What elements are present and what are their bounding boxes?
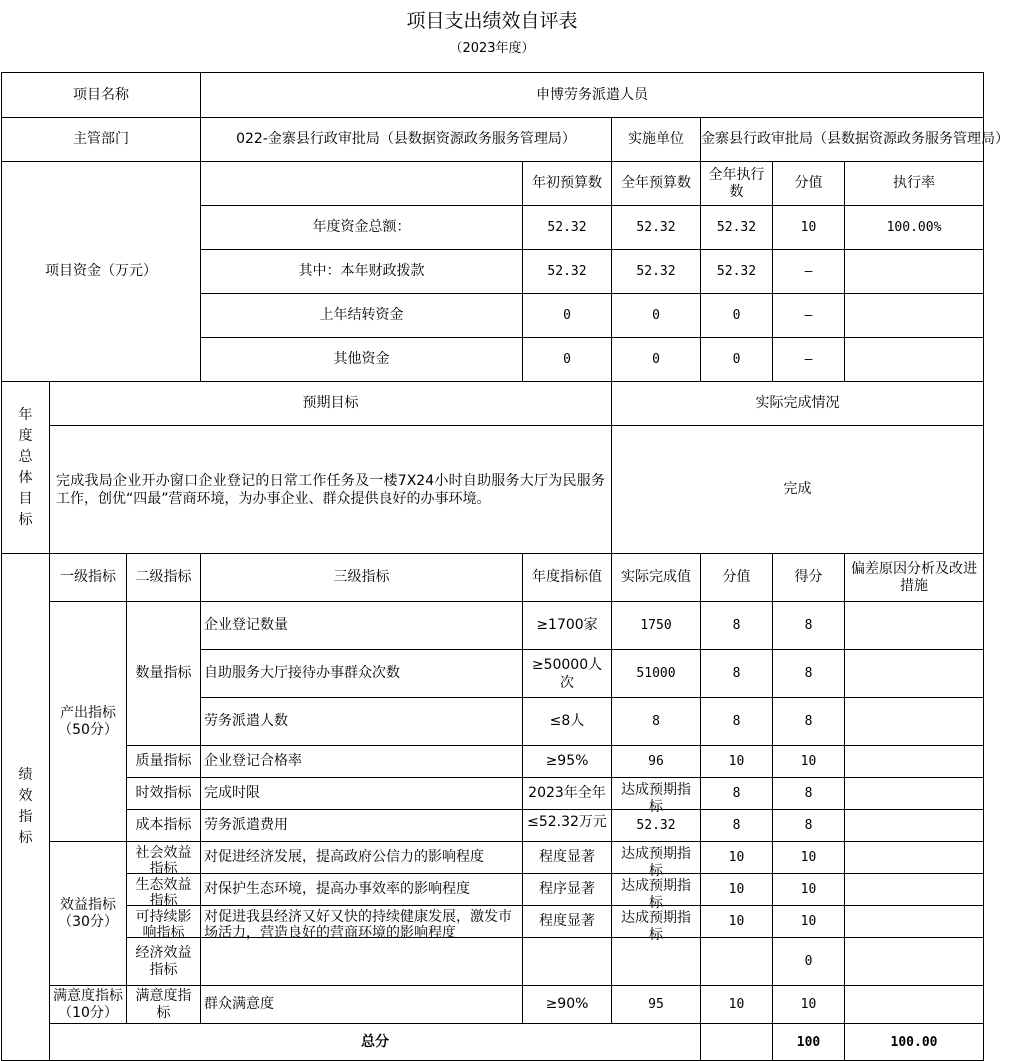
indicator-row — [2, 602, 984, 650]
funds-cell: 100.00% — [845, 206, 984, 250]
indicator-score: 10 — [773, 842, 845, 874]
indicator-row — [2, 810, 984, 842]
perf-header: 实际完成值 — [612, 554, 701, 602]
funds-cell: 0 — [701, 338, 773, 382]
indicator-name: 自助服务大厅接待办事群众次数 — [201, 650, 523, 698]
indicator-score: 10 — [773, 986, 845, 1024]
indicator-score-value: 8 — [701, 810, 773, 842]
perf-header-row — [2, 554, 984, 602]
indicator-score: 8 — [773, 650, 845, 698]
sustain-benefit-label: 可持续影响指标 — [127, 906, 201, 938]
project-name-value: 申博劳务派遣人员 — [201, 73, 984, 118]
expected-goal-label: 预期目标 — [50, 382, 612, 426]
indicator-actual: 95 — [612, 986, 701, 1024]
satisfaction-indicator-label: 满意度指标（10分） — [50, 986, 127, 1024]
indicator-score-value — [701, 938, 773, 986]
project-name-label: 项目名称 — [2, 73, 201, 118]
indicator-target: 2023年全年 — [523, 778, 612, 810]
indicator-name: 群众满意度 — [201, 986, 523, 1024]
funds-header-c2: 全年预算数 — [612, 162, 701, 206]
expected-goal-text: 完成我局企业开办窗口企业登记的日常工作任务及一楼7X24小时自助服务大厅为民服务工作，创优“四最”营商环境，为办事企业、群众提供良好的办事环境。 — [50, 426, 612, 554]
funds-label: 项目资金（万元） — [2, 162, 201, 382]
quantity-indicator-label: 数量指标 — [127, 602, 201, 746]
total-blank — [701, 1024, 773, 1061]
dept-label: 主管部门 — [2, 118, 201, 162]
funds-row-label: 其他资金 — [201, 338, 523, 382]
funds-cell: 0 — [612, 294, 701, 338]
funds-cell — [845, 338, 984, 382]
indicator-name: 对促进我县经济又好又快的持续健康发展，激发市场活力，营造良好的营商环境的影响程度 — [201, 906, 523, 938]
perf-header: 分值 — [701, 554, 773, 602]
perf-header: 偏差原因分析及改进措施 — [845, 554, 984, 602]
indicator-target: 程度显著 — [523, 906, 612, 938]
indicator-deviation — [845, 810, 984, 842]
indicator-score-value: 10 — [701, 906, 773, 938]
indicator-score: 8 — [773, 698, 845, 746]
funds-cell: 52.32 — [612, 206, 701, 250]
indicator-row — [2, 842, 984, 874]
indicator-actual: 51000 — [612, 650, 701, 698]
perf-header: 年度指标值 — [523, 554, 612, 602]
benefit-indicator-label: 效益指标（30分） — [50, 842, 127, 986]
indicator-score-value: 10 — [701, 842, 773, 874]
indicator-score: 10 — [773, 746, 845, 778]
funds-header-row — [2, 162, 984, 206]
actual-completion-label: 实际完成情况 — [612, 382, 984, 426]
total-score-value: 100 — [773, 1024, 845, 1061]
actual-completion-text: 完成 — [612, 426, 984, 554]
output-indicator-label: 产出指标（50分） — [50, 602, 127, 842]
funds-cell: 0 — [701, 294, 773, 338]
indicator-deviation — [845, 874, 984, 906]
funds-cell: 10 — [773, 206, 845, 250]
funds-cell: 52.32 — [523, 206, 612, 250]
indicator-row — [2, 986, 984, 1024]
indicator-target: ≥90% — [523, 986, 612, 1024]
indicator-actual: 1750 — [612, 602, 701, 650]
page-subtitle: （2023年度） — [449, 41, 535, 56]
indicator-actual: 达成预期指标 — [612, 874, 701, 906]
indicator-target: 程度显著 — [523, 842, 612, 874]
funds-row-label: 年度资金总额： — [201, 206, 523, 250]
goals-label: 年度总体目标 — [2, 382, 50, 554]
indicator-row — [2, 906, 984, 938]
indicator-target: ≥50000人次 — [523, 650, 612, 698]
indicator-name: 对保护生态环境，提高办事效率的影响程度 — [201, 874, 523, 906]
funds-cell: – — [773, 294, 845, 338]
indicator-deviation — [845, 842, 984, 874]
indicator-score-value: 8 — [701, 698, 773, 746]
indicator-score: 10 — [773, 906, 845, 938]
page-title: 项目支出绩效自评表 — [406, 10, 578, 32]
impl-unit-label: 实施单位 — [612, 118, 701, 162]
indicator-deviation — [845, 778, 984, 810]
indicator-target: ≥1700家 — [523, 602, 612, 650]
indicator-name: 完成时限 — [201, 778, 523, 810]
indicator-actual: 8 — [612, 698, 701, 746]
indicator-target: ≤8人 — [523, 698, 612, 746]
funds-header-c4: 分值 — [773, 162, 845, 206]
indicator-row — [2, 938, 984, 986]
indicator-deviation — [845, 602, 984, 650]
project-name-row — [2, 73, 984, 118]
funds-header-c1: 年初预算数 — [523, 162, 612, 206]
indicator-row — [2, 874, 984, 906]
indicator-score: 8 — [773, 810, 845, 842]
impl-unit-value: 金寨县行政审批局（县数据资源政务服务管理局） — [701, 118, 984, 162]
indicator-score-value: 10 — [701, 986, 773, 1024]
indicator-target — [523, 938, 612, 986]
funds-row-label: 上年结转资金 — [201, 294, 523, 338]
goals-content-row — [2, 426, 984, 554]
indicator-deviation — [845, 698, 984, 746]
indicator-deviation — [845, 906, 984, 938]
indicator-target: 程序显著 — [523, 874, 612, 906]
indicator-name: 对促进经济发展，提高政府公信力的影响程度 — [201, 842, 523, 874]
perf-label: 绩效指标 — [2, 554, 50, 1061]
funds-header-c5: 执行率 — [845, 162, 984, 206]
indicator-deviation — [845, 650, 984, 698]
indicator-score: 0 — [773, 938, 845, 986]
indicator-score: 10 — [773, 874, 845, 906]
funds-row-label: 其中：本年财政拨款 — [201, 250, 523, 294]
indicator-target: ≤52.32万元 — [523, 810, 612, 842]
funds-cell: 0 — [523, 294, 612, 338]
funds-cell: 0 — [612, 338, 701, 382]
indicator-score-value: 8 — [701, 778, 773, 810]
funds-cell — [845, 250, 984, 294]
indicator-name — [201, 938, 523, 986]
indicator-score-value: 8 — [701, 602, 773, 650]
funds-header-c3: 全年执行数 — [701, 162, 773, 206]
indicator-name: 企业登记数量 — [201, 602, 523, 650]
funds-cell: – — [773, 250, 845, 294]
indicator-name: 企业登记合格率 — [201, 746, 523, 778]
timeliness-indicator-label: 时效指标 — [127, 778, 201, 810]
perf-header: 得分 — [773, 554, 845, 602]
indicator-deviation — [845, 938, 984, 986]
indicator-score: 8 — [773, 602, 845, 650]
goals-header-row — [2, 382, 984, 426]
evaluation-table — [1, 72, 1009, 1061]
total-label: 总分 — [50, 1024, 701, 1061]
quality-indicator-label: 质量指标 — [127, 746, 201, 778]
satisfaction-sub-label: 满意度指标 — [127, 986, 201, 1024]
indicator-score-value: 8 — [701, 650, 773, 698]
indicator-row — [2, 778, 984, 810]
indicator-score-value: 10 — [701, 874, 773, 906]
indicator-score: 8 — [773, 778, 845, 810]
perf-header: 一级指标 — [50, 554, 127, 602]
economic-benefit-label: 经济效益指标 — [127, 938, 201, 986]
total-score: 100.00 — [845, 1024, 984, 1061]
perf-header: 二级指标 — [127, 554, 201, 602]
eco-benefit-label: 生态效益指标 — [127, 874, 201, 906]
indicator-actual: 达成预期指标 — [612, 906, 701, 938]
indicator-target: ≥95% — [523, 746, 612, 778]
total-row — [2, 1024, 984, 1061]
funds-cell: – — [773, 338, 845, 382]
perf-header: 三级指标 — [201, 554, 523, 602]
funds-cell: 52.32 — [612, 250, 701, 294]
indicator-score-value: 10 — [701, 746, 773, 778]
indicator-actual — [612, 938, 701, 986]
funds-header-blank — [201, 162, 523, 206]
cost-indicator-label: 成本指标 — [127, 810, 201, 842]
project-dept-row — [2, 118, 984, 162]
indicator-actual: 达成预期指标 — [612, 842, 701, 874]
indicator-actual: 达成预期指标 — [612, 778, 701, 810]
indicator-actual: 52.32 — [612, 810, 701, 842]
indicator-name: 劳务派遣费用 — [201, 810, 523, 842]
funds-cell: 52.32 — [701, 206, 773, 250]
indicator-deviation — [845, 746, 984, 778]
indicator-name: 劳务派遣人数 — [201, 698, 523, 746]
funds-cell: 52.32 — [523, 250, 612, 294]
social-benefit-label: 社会效益指标 — [127, 842, 201, 874]
funds-cell — [845, 294, 984, 338]
funds-cell: 52.32 — [701, 250, 773, 294]
indicator-deviation — [845, 986, 984, 1024]
indicator-actual: 96 — [612, 746, 701, 778]
funds-cell: 0 — [523, 338, 612, 382]
indicator-row — [2, 746, 984, 778]
dept-value: 022-金寨县行政审批局（县数据资源政务服务管理局） — [201, 118, 612, 162]
